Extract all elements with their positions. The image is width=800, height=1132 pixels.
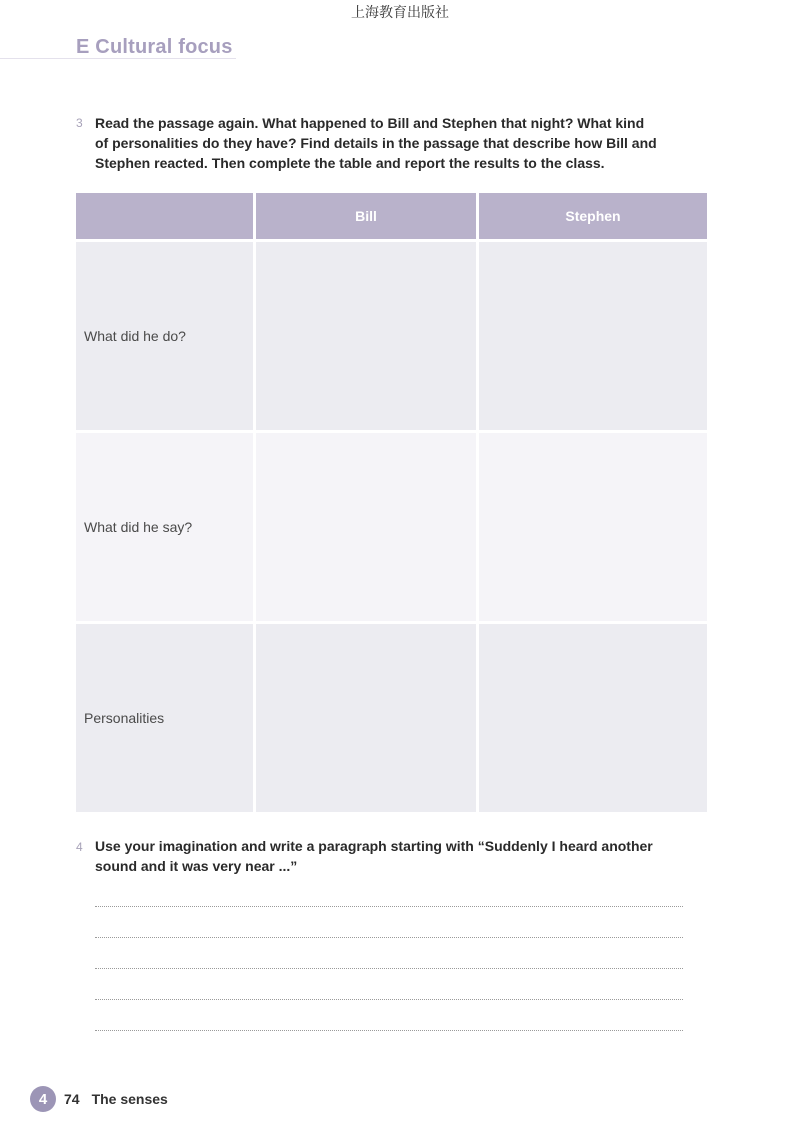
row-label-what-did-he-do: What did he do?: [76, 242, 253, 430]
answer-cell-stephen-say[interactable]: [479, 433, 707, 621]
answer-cell-stephen-do[interactable]: [479, 242, 707, 430]
answer-cell-stephen-personalities[interactable]: [479, 624, 707, 812]
writing-line[interactable]: [95, 937, 683, 938]
answer-cell-bill-do[interactable]: [256, 242, 476, 430]
row-label-what-did-he-say: What did he say?: [76, 433, 253, 621]
results-table: [76, 193, 707, 812]
question-3-line: Stephen reacted. Then complete the table and report the results to the class.: [95, 155, 605, 171]
writing-line[interactable]: [95, 1030, 683, 1031]
writing-line[interactable]: [95, 999, 683, 1000]
page-footer: [30, 1086, 168, 1112]
question-3-text: [95, 113, 695, 173]
answer-cell-bill-say[interactable]: [256, 433, 476, 621]
answer-cell-bill-personalities[interactable]: [256, 624, 476, 812]
row-label-personalities: Personalities: [76, 624, 253, 812]
section-rule: [0, 58, 236, 59]
unit-title: The senses: [91, 1091, 168, 1107]
table-header-blank: [76, 193, 253, 239]
publisher-name: 上海教育出版社: [351, 5, 449, 21]
writing-line[interactable]: [95, 906, 683, 907]
question-4-text: [95, 836, 695, 876]
table-header-stephen: Stephen: [479, 193, 707, 239]
question-3-line: Read the passage again. What happened to Bill and Stephen that night? What kind: [95, 115, 645, 131]
question-3-line: of personalities do they have? Find details in the passage that describe how Bill and: [95, 135, 657, 151]
table-header-bill: Bill: [256, 193, 476, 239]
question-4-line: sound and it was very near ...”: [95, 858, 298, 874]
unit-number-badge: 4: [30, 1086, 56, 1112]
section-title: E Cultural focus: [76, 36, 233, 58]
question-4-line: Use your imagination and write a paragraph starting with “Suddenly I heard another: [95, 838, 653, 854]
writing-line[interactable]: [95, 968, 683, 969]
question-3-number: 3: [76, 116, 83, 130]
page-number: 74: [64, 1091, 80, 1107]
question-4-number: 4: [76, 840, 83, 854]
